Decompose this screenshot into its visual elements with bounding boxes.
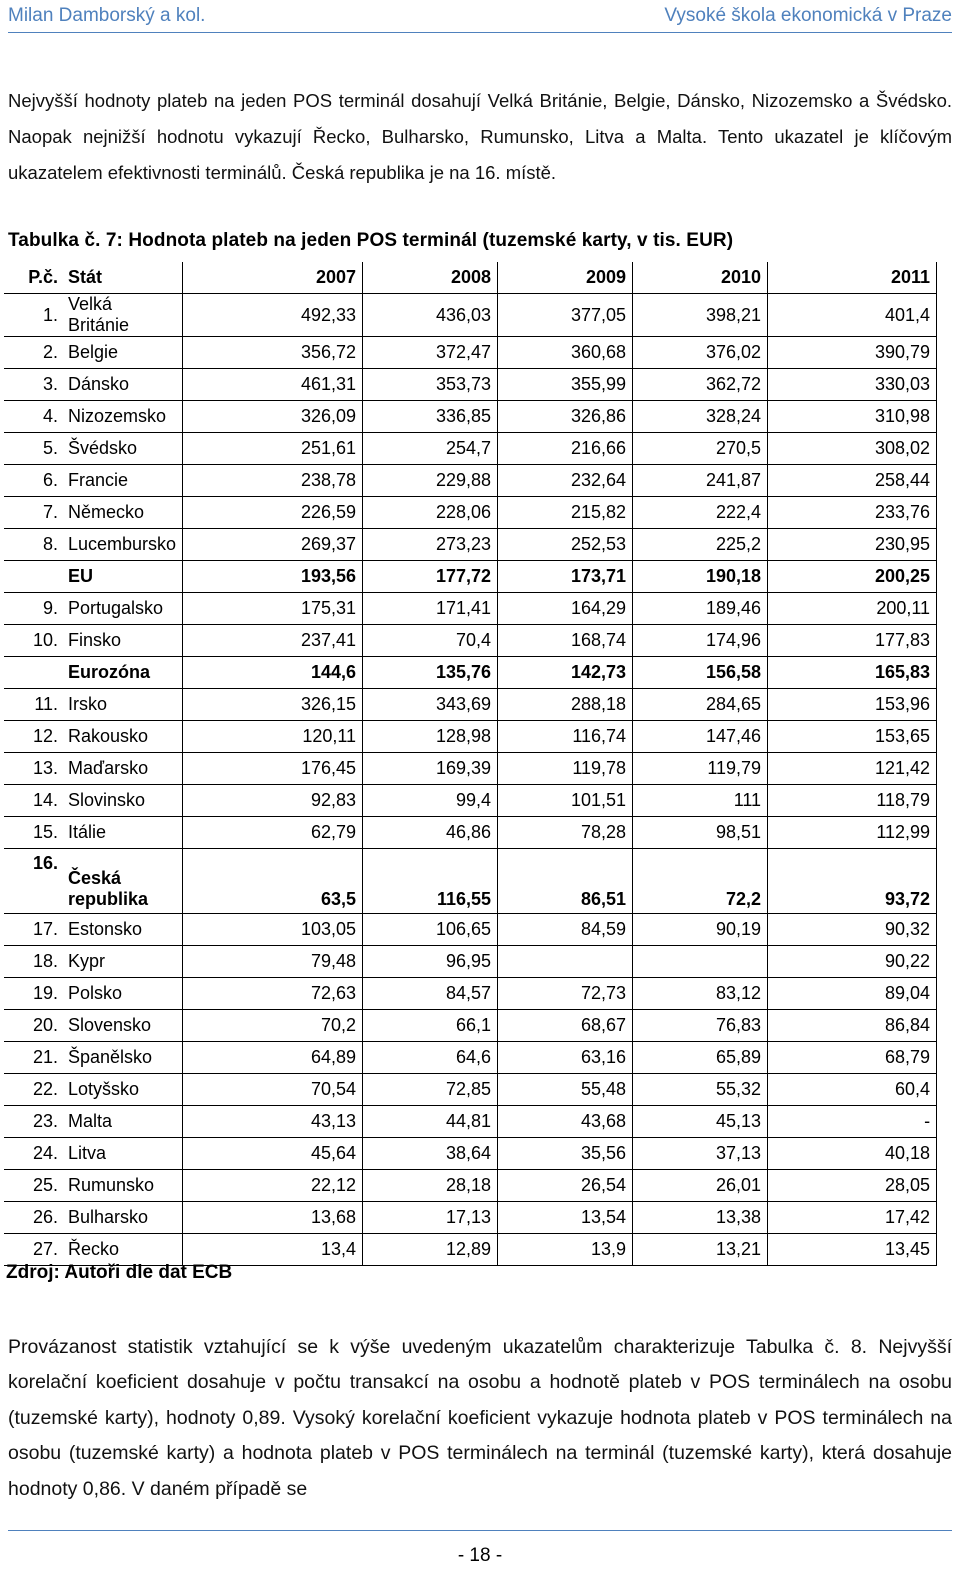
country-cell: Eurozóna [62,657,183,689]
rank-cell: 23. [4,1106,62,1138]
table-header-row [4,262,937,294]
table-row [4,294,937,337]
value-cell: 99,4 [363,785,498,817]
value-cell: - [768,1106,937,1138]
value-cell: 308,02 [768,433,937,465]
value-cell: 121,42 [768,753,937,785]
value-cell: 68,79 [768,1042,937,1074]
value-cell: 270,5 [633,433,768,465]
table-caption: Tabulka č. 7: Hodnota plateb na jeden POS terminál (tuzemské karty, v tis. EUR) [8,230,734,251]
value-cell: 96,95 [363,946,498,978]
value-cell: 128,98 [363,721,498,753]
value-cell: 13,21 [633,1234,768,1266]
value-cell: 372,47 [363,337,498,369]
value-cell: 26,01 [633,1170,768,1202]
value-cell: 176,45 [183,753,363,785]
rank-cell: 19. [4,978,62,1010]
value-cell: 38,64 [363,1138,498,1170]
value-cell: 13,38 [633,1202,768,1234]
value-cell: 310,98 [768,401,937,433]
country-cell: Německo [62,497,183,529]
value-cell: 492,33 [183,294,363,337]
value-cell: 225,2 [633,529,768,561]
value-cell: 43,13 [183,1106,363,1138]
country-cell: Dánsko [62,369,183,401]
table-row [4,721,937,753]
value-cell: 28,18 [363,1170,498,1202]
value-cell: 377,05 [498,294,633,337]
value-cell: 326,86 [498,401,633,433]
value-cell: 326,15 [183,689,363,721]
value-cell: 336,85 [363,401,498,433]
header-cell: 2011 [768,262,937,294]
rank-cell [4,657,62,689]
rank-cell: 4. [4,401,62,433]
country-cell: Polsko [62,978,183,1010]
value-cell: 17,13 [363,1202,498,1234]
value-cell: 232,64 [498,465,633,497]
table-row [4,337,937,369]
value-cell: 76,83 [633,1010,768,1042]
value-cell: 169,39 [363,753,498,785]
value-cell: 13,45 [768,1234,937,1266]
rank-cell: 20. [4,1010,62,1042]
table-source: Zdroj: Autoři dle dat ECB [6,1262,233,1283]
table-row [4,817,937,849]
value-cell: 142,73 [498,657,633,689]
value-cell: 328,24 [633,401,768,433]
rank-cell: 14. [4,785,62,817]
value-cell: 66,1 [363,1010,498,1042]
page-header [8,0,952,33]
rank-cell: 1. [4,294,62,337]
value-cell: 390,79 [768,337,937,369]
value-cell: 112,99 [768,817,937,849]
value-cell: 135,76 [363,657,498,689]
value-cell: 216,66 [498,433,633,465]
table-row [4,689,937,721]
value-cell: 106,65 [363,914,498,946]
rank-cell: 11. [4,689,62,721]
page-number: - 18 - [457,1545,503,1566]
value-cell: 116,74 [498,721,633,753]
value-cell [633,946,768,978]
table-row [4,625,937,657]
outro-paragraph: Provázanost statistik vztahující se k výše uvedeným ukazatelům charakterizuje Tabulka č. 8. Nejvyšší korelační koeficient dosahuje v počtu transakcí na osobu a hodnotě plateb v POS terminálech na osobu (tuzemské karty), hodnoty 0,89. Vysoký korelační koeficient vykazuje hodnota plateb v POS terminálech na osobu (tuzemské karty) a hodnota plateb v POS terminálech na terminál (tuzemské karty), která dosahuje hodnoty 0,86. V daném případě se [8,1335,952,1500]
country-cell: Česká republika [62,849,183,914]
rank-cell: 10. [4,625,62,657]
value-cell: 156,58 [633,657,768,689]
value-cell: 84,59 [498,914,633,946]
value-cell: 119,79 [633,753,768,785]
value-cell: 193,56 [183,561,363,593]
country-cell: Lucembursko [62,529,183,561]
value-cell: 153,65 [768,721,937,753]
value-cell: 168,74 [498,625,633,657]
country-cell: Rakousko [62,721,183,753]
rank-cell: 7. [4,497,62,529]
payments-table [4,262,937,1266]
rank-cell: 17. [4,914,62,946]
value-cell: 55,48 [498,1074,633,1106]
value-cell: 90,22 [768,946,937,978]
value-cell: 62,79 [183,817,363,849]
country-cell: Kypr [62,946,183,978]
value-cell: 64,6 [363,1042,498,1074]
value-cell: 90,19 [633,914,768,946]
table-row [4,1138,937,1170]
value-cell: 360,68 [498,337,633,369]
country-cell: Itálie [62,817,183,849]
rank-cell: 18. [4,946,62,978]
country-cell: Irsko [62,689,183,721]
value-cell: 72,73 [498,978,633,1010]
value-cell: 84,57 [363,978,498,1010]
value-cell: 22,12 [183,1170,363,1202]
table-row [4,1106,937,1138]
value-cell: 86,84 [768,1010,937,1042]
value-cell: 175,31 [183,593,363,625]
value-cell: 174,96 [633,625,768,657]
table-row [4,1074,937,1106]
country-cell: EU [62,561,183,593]
value-cell: 13,68 [183,1202,363,1234]
country-cell: Rumunsko [62,1170,183,1202]
table-row [4,1042,937,1074]
value-cell: 26,54 [498,1170,633,1202]
table-row [4,433,937,465]
value-cell: 228,06 [363,497,498,529]
table-row [4,561,937,593]
value-cell: 86,51 [498,849,633,914]
value-cell: 144,6 [183,657,363,689]
table-row [4,753,937,785]
header-cell: Stát [62,262,183,294]
country-cell: Řecko [62,1234,183,1266]
value-cell: 103,05 [183,914,363,946]
rank-cell [4,561,62,593]
rank-cell: 9. [4,593,62,625]
rank-cell: 21. [4,1042,62,1074]
value-cell: 153,96 [768,689,937,721]
value-cell: 343,69 [363,689,498,721]
country-cell: Slovensko [62,1010,183,1042]
table-row [4,914,937,946]
country-cell: Malta [62,1106,183,1138]
value-cell: 120,11 [183,721,363,753]
rank-cell: 24. [4,1138,62,1170]
value-cell: 362,72 [633,369,768,401]
value-cell: 147,46 [633,721,768,753]
value-cell [498,946,633,978]
value-cell: 238,78 [183,465,363,497]
value-cell: 35,56 [498,1138,633,1170]
rank-cell: 22. [4,1074,62,1106]
table-row [4,593,937,625]
value-cell: 55,32 [633,1074,768,1106]
value-cell: 118,79 [768,785,937,817]
value-cell: 200,25 [768,561,937,593]
value-cell: 28,05 [768,1170,937,1202]
country-cell: Francie [62,465,183,497]
rank-cell: 27. [4,1234,62,1266]
rank-cell: 25. [4,1170,62,1202]
value-cell: 164,29 [498,593,633,625]
rank-cell: 16. [4,849,62,914]
value-cell: 45,64 [183,1138,363,1170]
value-cell: 64,89 [183,1042,363,1074]
header-institution: Vysoké škola ekonomická v Praze [664,5,952,26]
value-cell: 13,4 [183,1234,363,1266]
value-cell: 63,5 [183,849,363,914]
value-cell: 40,18 [768,1138,937,1170]
rank-cell: 15. [4,817,62,849]
country-cell: Nizozemsko [62,401,183,433]
country-cell: Finsko [62,625,183,657]
rank-cell: 2. [4,337,62,369]
table-row [4,1010,937,1042]
value-cell: 398,21 [633,294,768,337]
rank-cell: 8. [4,529,62,561]
intro-paragraph: Nejvyšší hodnoty plateb na jeden POS terminál dosahují Velká Británie, Belgie, Dánsko, Nizozemsko a Švédsko. Naopak nejnižší hodnotu vykazují Řecko, Bulharsko, Rumunsko, Litva a Malta. Tento ukazatel je klíčovým ukazatelem efektivnosti terminálů. Česká republika je na 16. místě. [8,89,952,183]
header-cell: 2010 [633,262,768,294]
country-cell: Velká Británie [62,294,183,337]
value-cell: 330,03 [768,369,937,401]
country-cell: Lotyšsko [62,1074,183,1106]
header-author: Milan Damborský a kol. [8,5,206,26]
table-row [4,1234,937,1266]
value-cell: 46,86 [363,817,498,849]
country-cell: Slovinsko [62,785,183,817]
value-cell: 326,09 [183,401,363,433]
rank-cell: 26. [4,1202,62,1234]
rank-cell: 12. [4,721,62,753]
table-row [4,497,937,529]
value-cell: 44,81 [363,1106,498,1138]
value-cell: 177,83 [768,625,937,657]
value-cell: 65,89 [633,1042,768,1074]
country-cell: Švédsko [62,433,183,465]
rank-cell: 3. [4,369,62,401]
header-cell: 2008 [363,262,498,294]
value-cell: 171,41 [363,593,498,625]
value-cell: 376,02 [633,337,768,369]
value-cell: 37,13 [633,1138,768,1170]
table-row [4,785,937,817]
value-cell: 241,87 [633,465,768,497]
table-row [4,849,937,914]
table-row [4,529,937,561]
value-cell: 72,85 [363,1074,498,1106]
value-cell: 70,2 [183,1010,363,1042]
rank-cell: 13. [4,753,62,785]
country-cell: Maďarsko [62,753,183,785]
value-cell: 72,2 [633,849,768,914]
header-cell: 2007 [183,262,363,294]
value-cell: 273,23 [363,529,498,561]
value-cell: 13,9 [498,1234,633,1266]
header-cell: 2009 [498,262,633,294]
table-row [4,657,937,689]
country-cell: Bulharsko [62,1202,183,1234]
rank-cell: 5. [4,433,62,465]
value-cell: 252,53 [498,529,633,561]
value-cell: 189,46 [633,593,768,625]
table-row [4,978,937,1010]
value-cell: 70,54 [183,1074,363,1106]
value-cell: 83,12 [633,978,768,1010]
value-cell: 111 [633,785,768,817]
value-cell: 190,18 [633,561,768,593]
value-cell: 355,99 [498,369,633,401]
rank-cell: 6. [4,465,62,497]
table-row [4,465,937,497]
value-cell: 45,13 [633,1106,768,1138]
value-cell: 222,4 [633,497,768,529]
value-cell: 269,37 [183,529,363,561]
value-cell: 17,42 [768,1202,937,1234]
value-cell: 461,31 [183,369,363,401]
value-cell: 79,48 [183,946,363,978]
country-cell: Portugalsko [62,593,183,625]
value-cell: 254,7 [363,433,498,465]
value-cell: 288,18 [498,689,633,721]
country-cell: Španělsko [62,1042,183,1074]
value-cell: 78,28 [498,817,633,849]
value-cell: 215,82 [498,497,633,529]
table-row [4,369,937,401]
value-cell: 93,72 [768,849,937,914]
value-cell: 226,59 [183,497,363,529]
value-cell: 229,88 [363,465,498,497]
value-cell: 92,83 [183,785,363,817]
value-cell: 200,11 [768,593,937,625]
table-row [4,1202,937,1234]
value-cell: 101,51 [498,785,633,817]
table-row [4,1170,937,1202]
table-row [4,401,937,433]
value-cell: 353,73 [363,369,498,401]
table-row [4,946,937,978]
value-cell: 60,4 [768,1074,937,1106]
header-cell: P.č. [4,262,62,294]
value-cell: 356,72 [183,337,363,369]
value-cell: 233,76 [768,497,937,529]
value-cell: 68,67 [498,1010,633,1042]
value-cell: 119,78 [498,753,633,785]
footer-divider [8,1530,952,1531]
value-cell: 12,89 [363,1234,498,1266]
value-cell: 165,83 [768,657,937,689]
value-cell: 116,55 [363,849,498,914]
value-cell: 98,51 [633,817,768,849]
value-cell: 72,63 [183,978,363,1010]
value-cell: 237,41 [183,625,363,657]
value-cell: 230,95 [768,529,937,561]
value-cell: 13,54 [498,1202,633,1234]
country-cell: Litva [62,1138,183,1170]
value-cell: 63,16 [498,1042,633,1074]
value-cell: 43,68 [498,1106,633,1138]
value-cell: 70,4 [363,625,498,657]
country-cell: Estonsko [62,914,183,946]
value-cell: 89,04 [768,978,937,1010]
value-cell: 284,65 [633,689,768,721]
value-cell: 173,71 [498,561,633,593]
value-cell: 401,4 [768,294,937,337]
country-cell: Belgie [62,337,183,369]
value-cell: 177,72 [363,561,498,593]
value-cell: 90,32 [768,914,937,946]
value-cell: 251,61 [183,433,363,465]
value-cell: 436,03 [363,294,498,337]
value-cell: 258,44 [768,465,937,497]
